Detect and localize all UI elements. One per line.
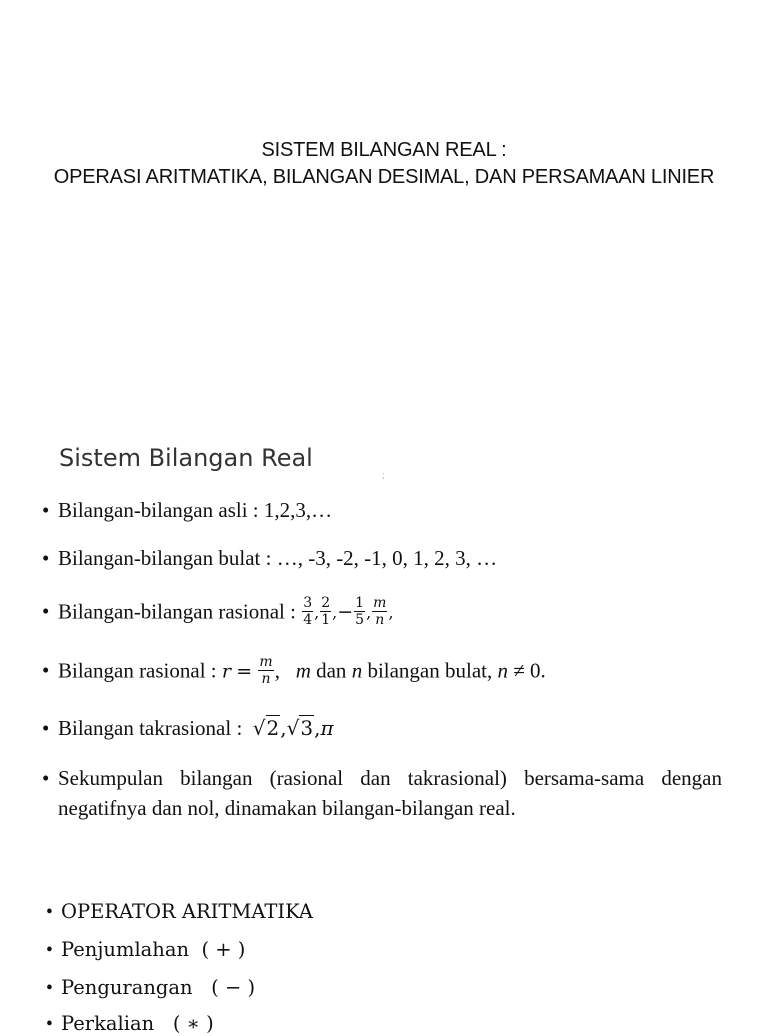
- numerator: 3: [303, 595, 313, 611]
- title-line-1: SISTEM BILANGAN REAL :: [261, 139, 507, 161]
- numerator: m: [373, 595, 387, 611]
- text-dan: dan: [316, 658, 347, 683]
- bullet-dot: •: [46, 1014, 53, 1035]
- sqrt-three: [287, 715, 314, 740]
- bullet-dot: •: [46, 940, 53, 961]
- denominator: 1: [321, 612, 331, 628]
- title-line-2: OPERASI ARITMATIKA, BILANGAN DESIMAL, DAN PERSAMAAN LINIER: [53, 166, 715, 188]
- operator-label: Pengurangan: [61, 976, 193, 999]
- var-r: r: [221, 660, 231, 683]
- bullet-dot: •: [42, 546, 50, 570]
- fraction: [354, 595, 365, 628]
- comma: ,: [366, 603, 372, 623]
- fraction-m-over-n: [258, 654, 273, 687]
- fraction-list: [301, 595, 394, 628]
- bullet-dot: •: [42, 766, 50, 790]
- sqrt-symbol: √: [286, 716, 300, 740]
- denominator: 5: [355, 612, 365, 628]
- bullet-bilangan-rasional: [42, 597, 394, 630]
- sqrt-symbol: √: [252, 716, 266, 740]
- operator-symbol: ( − ): [211, 976, 256, 999]
- operator-item: [46, 976, 255, 1000]
- bullet-definisi-rasional: [42, 656, 546, 689]
- separator: ,: [314, 716, 321, 740]
- text-bilangan-bulat: bilangan bulat,: [367, 658, 493, 683]
- operator-item: [46, 1012, 214, 1036]
- bullet-text: Bilangan takrasional :: [58, 716, 243, 740]
- comma: ,: [388, 603, 394, 623]
- operator-heading-text: OPERATOR ARITMATIKA: [61, 900, 313, 923]
- fraction: [302, 595, 313, 628]
- comma: ,: [332, 603, 338, 623]
- bullet-takrasional: [42, 715, 334, 741]
- bullet-dot: •: [42, 658, 50, 683]
- radicand: 2: [266, 716, 280, 740]
- sqrt-two: [253, 715, 280, 740]
- comma: ,: [314, 603, 320, 623]
- numerator: m: [259, 654, 273, 670]
- bullet-bilangan-real: [42, 763, 722, 823]
- denominator: 4: [303, 612, 313, 628]
- numerator: 2: [321, 595, 331, 611]
- section-heading: Sistem Bilangan Real: [59, 444, 313, 472]
- denominator: n: [261, 671, 271, 687]
- operator-symbol: ( + ): [201, 938, 246, 961]
- bullet-dot: •: [46, 978, 53, 999]
- operator-label: Penjumlahan: [61, 938, 190, 961]
- operator-symbol: ( ∗ ): [172, 1012, 214, 1035]
- numerator: 1: [355, 595, 365, 611]
- bullet-dot: •: [42, 716, 50, 740]
- comma: ,: [274, 658, 280, 683]
- bullet-bilangan-asli: [42, 497, 332, 523]
- bullet-text: Sekumpulan bilangan (rasional dan takrasional) bersama-sama dengan negatifnya dan nol, dinamakan bilangan-bilangan real.: [58, 766, 722, 820]
- separator: ,: [280, 716, 287, 740]
- bullet-text: Bilangan-bilangan rasional :: [58, 599, 296, 624]
- fraction: [320, 595, 331, 628]
- bullet-dot: •: [46, 902, 53, 923]
- denominator: n: [375, 612, 385, 628]
- bullet-text: Bilangan-bilangan asli : 1,2,3,…: [58, 498, 333, 522]
- bullet-text: Bilangan-bilangan bulat : …, -3, -2, -1, 0, 1, 2, 3, …: [58, 546, 498, 570]
- equals-sign: =: [236, 660, 253, 683]
- bullet-text: Bilangan rasional :: [58, 658, 217, 683]
- pi-symbol: π: [320, 716, 334, 740]
- var-m: m: [295, 658, 311, 683]
- var-n-2: n: [497, 658, 508, 683]
- operator-heading: [46, 900, 313, 924]
- not-equal-zero: ≠ 0.: [513, 658, 546, 683]
- slide-title: [0, 137, 768, 191]
- radicand: 3: [300, 716, 314, 740]
- fraction: [372, 595, 387, 628]
- stray-mark: ;: [382, 470, 385, 481]
- operator-item: [46, 938, 245, 962]
- bullet-bilangan-bulat: [42, 545, 497, 571]
- var-n: n: [351, 658, 363, 683]
- bullet-dot: •: [42, 599, 50, 624]
- minus-sign: −: [337, 601, 354, 624]
- bullet-dot: •: [42, 498, 50, 522]
- operator-label: Perkalian: [61, 1012, 155, 1035]
